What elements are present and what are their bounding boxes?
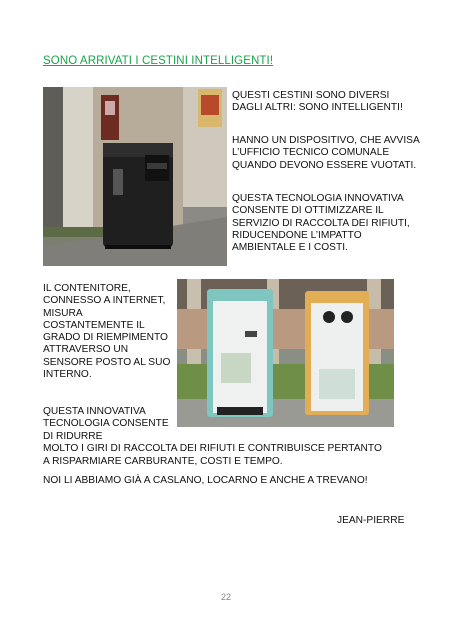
page-title: SONO ARRIVATI I CESTINI INTELLIGENTI! xyxy=(43,55,274,67)
page-number: 22 xyxy=(220,592,231,602)
signature: JEAN-PIERRE xyxy=(337,515,405,526)
right-paragraph-3: QUESTA TECNOLOGIA INNOVATIVA CONSENTE DI OTTIMIZZARE IL SERVIZIO DI RACCOLTA DEI RIFIUTI, RIDUCENDONE L’IMPATTO AMBIENTALE E I COSTI. xyxy=(232,193,410,254)
body-line-3: NOI LI ABBIAMO GIÀ A CASLANO, LOCARNO E ANCHE A TREVANO! xyxy=(43,475,368,486)
photo-two-smart-bins xyxy=(177,279,394,427)
photo-black-smart-bin xyxy=(43,87,227,266)
left-paragraph-2: QUESTA INNOVATIVA TECNOLOGIA CONSENTE DI RIDURRE xyxy=(43,406,169,442)
body-line-2: A RISPARMIARE CARBURANTE, COSTI E TEMPO. xyxy=(43,456,283,467)
black-bin-illustration xyxy=(43,87,227,266)
left-paragraph-1: IL CONTENITORE, CONNESSO A INTERNET, MISURA COSTANTEMENTE IL GRADO DI RIEMPIMENTO ATTRAVERSO UN SENSORE POSTO AL SUO INTERNO. xyxy=(43,283,171,381)
body-line-1: MOLTO I GIRI DI RACCOLTA DEI RIFIUTI E CONTRIBUISCE PERTANTO xyxy=(43,443,382,454)
right-paragraph-1: QUESTI CESTINI SONO DIVERSI DAGLI ALTRI: SONO INTELLIGENTI! xyxy=(232,90,403,114)
right-paragraph-2: HANNO UN DISPOSITIVO, CHE AVVISA L’UFFICIO TECNICO COMUNALE QUANDO DEVONO ESSERE VUOTATI. xyxy=(232,135,420,171)
two-bins-illustration xyxy=(177,279,394,427)
